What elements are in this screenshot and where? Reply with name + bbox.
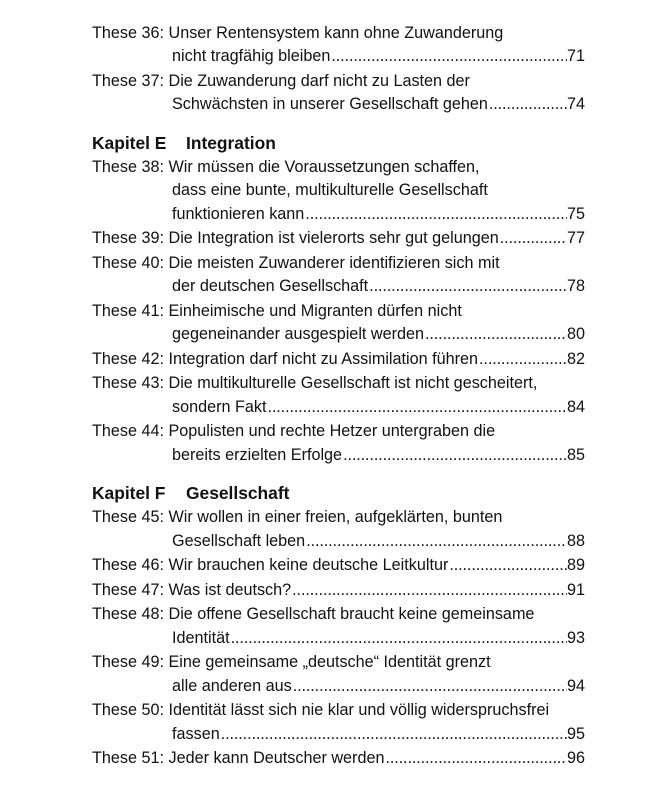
- these-text: nicht tragfähig bleiben: [172, 47, 331, 66]
- page-number: 89: [566, 556, 585, 575]
- toc-line: [92, 323, 585, 346]
- dot-leader: [499, 227, 567, 250]
- page-number: 94: [566, 676, 585, 695]
- toc-entry: [92, 603, 585, 650]
- these-label: These 44:: [92, 422, 164, 441]
- dot-leader: [384, 747, 567, 770]
- these-label: These 37:: [92, 72, 164, 90]
- dot-leader: [488, 93, 567, 116]
- page-number: 91: [566, 580, 585, 599]
- these-text: Schwächsten in unserer Gesellschaft gehen: [172, 95, 488, 114]
- these-label: These 50:: [92, 701, 164, 720]
- toc-entry: [92, 252, 585, 299]
- these-text: Jeder kann Deutscher werden: [168, 749, 385, 768]
- dot-leader: [304, 203, 567, 226]
- these-text: Was ist deutsch?: [168, 580, 292, 599]
- dot-leader: [478, 348, 567, 371]
- toc-line: [92, 300, 585, 323]
- page-number: 85: [566, 445, 585, 464]
- toc-line: [92, 93, 585, 116]
- toc-line: [92, 252, 585, 275]
- page-number: 95: [566, 724, 585, 743]
- page-number: 77: [566, 229, 585, 248]
- toc-line: [92, 22, 585, 45]
- these-label: These 42:: [92, 349, 164, 368]
- dot-leader: [266, 396, 567, 419]
- toc-line: [92, 156, 585, 179]
- these-text: Die meisten Zuwanderer identifizieren sich mit: [168, 253, 500, 272]
- chapter-number: Kapitel F: [92, 483, 166, 504]
- page-number: 93: [566, 628, 585, 647]
- these-label: These 51:: [92, 749, 164, 768]
- these-text: der deutschen Gesellschaft: [172, 277, 369, 296]
- these-text: Unser Rentensystem kann ohne Zuwanderung: [168, 24, 504, 42]
- page-number: 71: [566, 47, 585, 66]
- toc-line: [92, 747, 585, 770]
- these-text: Wir wollen in einer freien, aufgeklärten, bunten: [168, 508, 503, 527]
- these-label: These 45:: [92, 508, 164, 527]
- toc-section-continued: [92, 22, 585, 117]
- these-text: Die Zuwanderung darf nicht zu Lasten der: [168, 72, 470, 90]
- these-text: Integration darf nicht zu Assimilation führen: [168, 349, 479, 368]
- toc-entry: [92, 156, 585, 226]
- toc-line: [92, 275, 585, 298]
- toc-entry: [92, 22, 585, 69]
- chapter-title: Gesellschaft: [186, 483, 290, 504]
- toc-entry: [92, 554, 585, 577]
- dot-leader: [342, 444, 567, 467]
- toc-entry: [92, 300, 585, 347]
- these-text: Gesellschaft leben: [172, 531, 306, 550]
- toc-entry: [92, 651, 585, 698]
- these-text: Identität lässt sich nie klar und völlig widerspruchsfrei: [168, 701, 550, 720]
- toc-line: [92, 627, 585, 650]
- page-number: 84: [566, 397, 585, 416]
- toc-section-gesellschaft: [92, 506, 585, 771]
- dot-leader: [330, 45, 567, 68]
- these-label: These 39:: [92, 229, 164, 248]
- page-number: 88: [566, 531, 585, 550]
- these-text: Populisten und rechte Hetzer untergraben die: [168, 422, 496, 441]
- toc-line: [92, 203, 585, 226]
- toc-line: [92, 179, 585, 202]
- these-label: These 38:: [92, 157, 164, 176]
- page-number: 78: [566, 277, 585, 296]
- toc-line: [92, 675, 585, 698]
- toc-line: [92, 723, 585, 746]
- these-text: dass eine bunte, multikulturelle Gesellschaft: [172, 181, 488, 200]
- these-text: Identität: [172, 628, 230, 647]
- dot-leader: [292, 675, 567, 698]
- toc-line: [92, 530, 585, 553]
- these-text: funktionieren kann: [172, 204, 305, 223]
- these-text: alle anderen aus: [172, 676, 292, 695]
- toc-line: [92, 554, 585, 577]
- these-label: These 49:: [92, 653, 164, 672]
- these-label: These 36:: [92, 24, 164, 42]
- these-text: Die multikulturelle Gesellschaft ist nicht gescheitert,: [168, 374, 538, 393]
- these-text: bereits erzielten Erfolge: [172, 445, 343, 464]
- page-number: 74: [566, 95, 585, 114]
- toc-line: [92, 579, 585, 602]
- toc-entry: [92, 699, 585, 746]
- toc-entry: [92, 747, 585, 770]
- these-label: These 41:: [92, 301, 164, 320]
- chapter-heading-e: [92, 131, 585, 155]
- dot-leader: [424, 323, 567, 346]
- page-number: 80: [566, 325, 585, 344]
- chapter-heading-f: [92, 481, 585, 505]
- these-text: Die Integration ist vielerorts sehr gut gelungen: [168, 229, 499, 248]
- toc-line: [92, 651, 585, 674]
- toc-entry: [92, 506, 585, 553]
- toc-entry: [92, 372, 585, 419]
- page-number: 96: [566, 749, 585, 768]
- toc-line: [92, 603, 585, 626]
- toc-line: [92, 444, 585, 467]
- toc-section-integration: [92, 156, 585, 467]
- toc-entry: [92, 227, 585, 250]
- page-number: 75: [566, 204, 585, 223]
- dot-leader: [305, 530, 567, 553]
- these-text: fassen: [172, 724, 220, 743]
- these-text: Wir brauchen keine deutsche Leitkultur: [168, 556, 449, 575]
- toc-entry: [92, 348, 585, 371]
- these-text: Eine gemeinsame „deutsche“ Identität grenzt: [168, 653, 491, 672]
- dot-leader: [230, 627, 567, 650]
- these-text: Die offene Gesellschaft braucht keine gemeinsame: [168, 605, 535, 624]
- toc-entry: [92, 579, 585, 602]
- toc-line: [92, 396, 585, 419]
- toc-line: [92, 699, 585, 722]
- toc-line: [92, 348, 585, 371]
- toc-line: [92, 420, 585, 443]
- toc-entry: [92, 420, 585, 467]
- toc-line: [92, 70, 585, 93]
- chapter-number: Kapitel E: [92, 132, 167, 153]
- these-text: Wir müssen die Voraussetzungen schaffen,: [168, 157, 480, 176]
- these-text: sondern Fakt: [172, 397, 267, 416]
- these-label: These 40:: [92, 253, 164, 272]
- dot-leader: [291, 579, 567, 602]
- dot-leader: [368, 275, 567, 298]
- toc-line: [92, 227, 585, 250]
- toc-line: [92, 506, 585, 529]
- these-text: gegeneinander ausgespielt werden: [172, 325, 424, 344]
- page-number: 82: [566, 349, 585, 368]
- these-label: These 46:: [92, 556, 164, 575]
- dot-leader: [220, 723, 567, 746]
- toc-entry: [92, 70, 585, 117]
- these-label: These 43:: [92, 374, 164, 393]
- these-label: These 48:: [92, 605, 164, 624]
- these-text: Einheimische und Migranten dürfen nicht: [168, 301, 462, 320]
- toc-line: [92, 45, 585, 68]
- chapter-title: Integration: [186, 132, 276, 153]
- table-of-contents: [92, 22, 585, 772]
- these-label: These 47:: [92, 580, 164, 599]
- dot-leader: [448, 554, 567, 577]
- toc-line: [92, 372, 585, 395]
